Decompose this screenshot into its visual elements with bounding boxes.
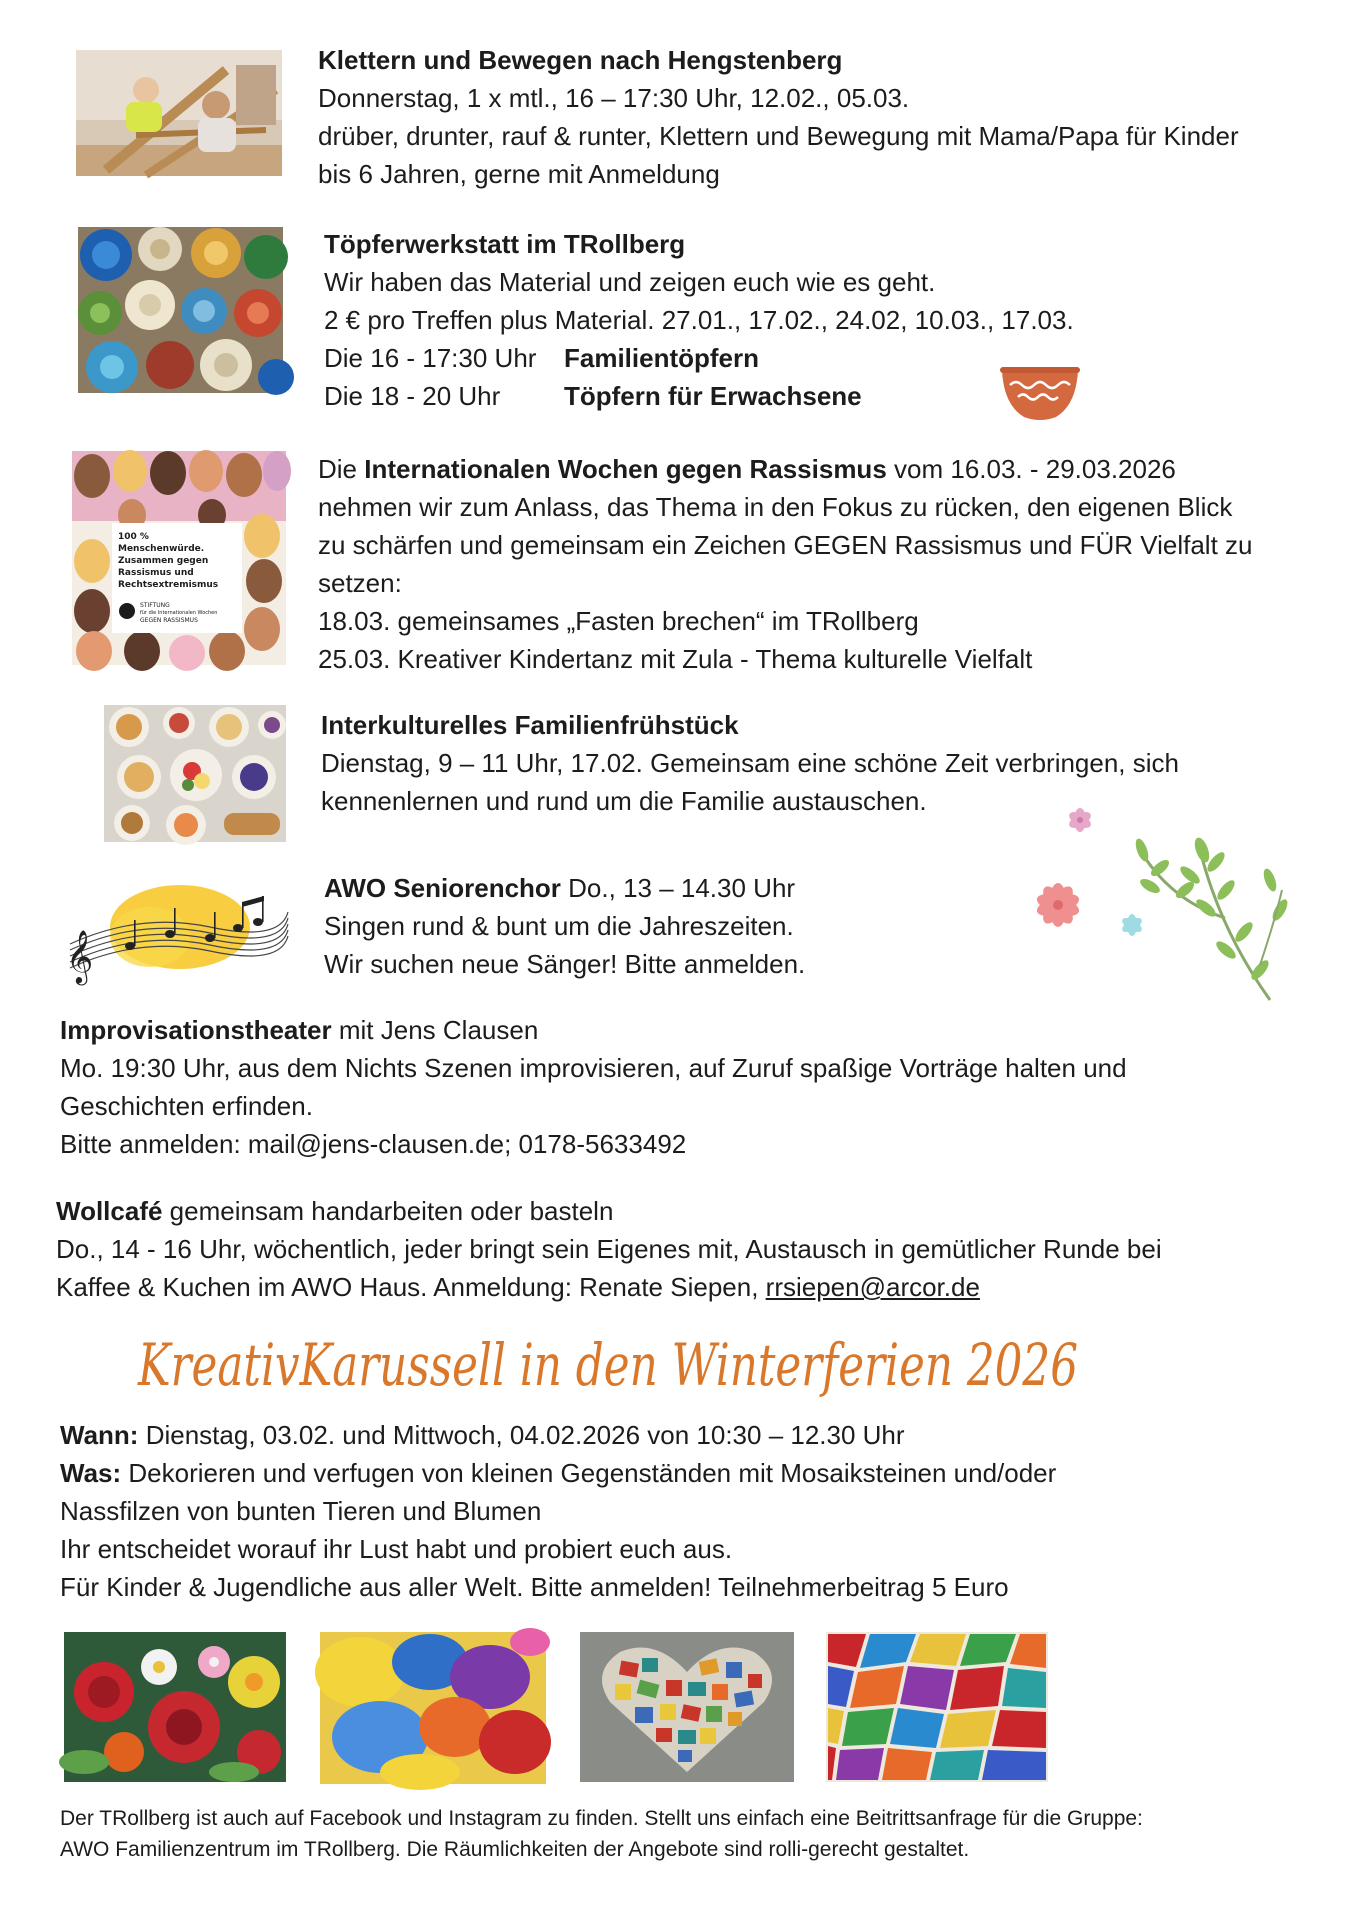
poster-text: 100 %	[118, 532, 149, 542]
rassismus-dates: vom 16.03. - 29.03.2026	[894, 454, 1176, 484]
rassismus-line: 18.03. gemeinsames „Fasten brechen“ im TRollberg	[318, 606, 919, 636]
poster-logo-text: GEGEN RASSISMUS	[140, 617, 198, 624]
poster-text: Menschenwürde.	[118, 544, 205, 554]
toepfer-time: Die 18 - 20 Uhr	[324, 381, 501, 411]
fruehstueck-line: Dienstag, 9 – 11 Uhr, 17.02. Gemeinsam eine schöne Zeit verbringen, sich	[321, 748, 1179, 778]
rassismus-line: 25.03. Kreativer Kindertanz mit Zula - Thema kulturelle Vielfalt	[318, 644, 1033, 674]
klettern-section	[318, 41, 1239, 193]
footer-line: AWO Familienzentrum im TRollberg. Die Räumlichkeiten der Angebote sind rolli-gerecht gestaltet.	[60, 1838, 970, 1861]
klettern-line: drüber, drunter, rauf & runter, Klettern und Bewegung mit Mama/Papa für Kinder	[318, 121, 1239, 151]
wollcafe-subtitle: gemeinsam handarbeiten oder basteln	[169, 1196, 614, 1226]
poster-text: Zusammen gegen	[118, 556, 209, 566]
wollcafe-section	[56, 1192, 1162, 1306]
theater-line: Bitte anmelden: mail@jens-clausen.de; 0178-5633492	[60, 1129, 687, 1159]
fruehstueck-title: Interkulturelles Familienfrühstück	[321, 710, 739, 740]
rassismus-section	[318, 450, 1253, 678]
karussell-line: Ihr entscheidet worauf ihr Lust habt und probiert euch aus.	[60, 1534, 733, 1564]
poster-logo-text: STIFTUNG	[140, 602, 170, 609]
fruehstueck-line: kennenlernen und rund um die Familie austauschen.	[321, 786, 927, 816]
poster-text: Rechtsextremismus	[118, 580, 219, 590]
wollcafe-line: Do., 14 - 16 Uhr, wöchentlich, jeder bringt sein Eigenes mit, Austausch in gemütlicher Runde bei	[56, 1234, 1162, 1264]
theater-title: Improvisationstheater	[60, 1015, 332, 1045]
toepfer-section	[324, 225, 1074, 415]
footer-line: Der TRollberg ist auch auf Facebook und Instagram zu finden. Stellt uns einfach eine Beitrittsanfrage für die Gruppe:	[60, 1807, 1143, 1830]
karussell-was: Dekorieren und verfugen von kleinen Gegenständen mit Mosaiksteinen und/oder	[128, 1458, 1057, 1488]
wollcafe-title: Wollcafé	[56, 1196, 163, 1226]
klettern-line: Donnerstag, 1 x mtl., 16 – 17:30 Uhr, 12.02., 05.03.	[318, 83, 910, 113]
karussell-wann: Dienstag, 03.02. und Mittwoch, 04.02.2026 von 10:30 – 12.30 Uhr	[145, 1420, 905, 1450]
rassismus-title: Internationalen Wochen gegen Rassismus	[364, 454, 887, 484]
music-notes-illustration	[60, 872, 290, 982]
rassismus-line: nehmen wir zum Anlass, das Thema in den Fokus zu rücken, den eigenen Blick	[318, 492, 1233, 522]
karussell-was-label: Was:	[60, 1458, 122, 1488]
karussell-title	[138, 1323, 1098, 1403]
toepfer-line: 2 € pro Treffen plus Material. 27.01., 17.02., 24.02, 10.03., 17.03.	[324, 305, 1074, 335]
pottery-bowl-icon	[1000, 365, 1080, 423]
chor-time: Do., 13 – 14.30 Uhr	[568, 873, 796, 903]
toepfer-line: Wir haben das Material und zeigen euch wie es geht.	[324, 267, 936, 297]
karussell-line: Nassfilzen von bunten Tieren und Blumen	[60, 1496, 542, 1526]
karussell-line: Für Kinder & Jugendliche aus aller Welt. Bitte anmelden! Teilnehmerbeitrag 5 Euro	[60, 1572, 1009, 1602]
breakfast-table-photo	[104, 705, 286, 842]
poster-text: Rassismus und	[118, 568, 194, 578]
rassismus-prefix: Die	[318, 454, 358, 484]
toepfer-label: Familientöpfern	[564, 343, 760, 373]
chor-line: Wir suchen neue Sänger! Bitte anmelden.	[324, 949, 806, 979]
karussell-title-text: KreativKarussell in den Winterferien 2026	[137, 1331, 1078, 1399]
wollcafe-email-link[interactable]: rrsiepen@arcor.de	[765, 1272, 980, 1302]
theater-line: Mo. 19:30 Uhr, aus dem Nichts Szenen improvisieren, auf Zuruf spaßige Vorträge halten und	[60, 1053, 1127, 1083]
wollcafe-line: Kaffee & Kuchen im AWO Haus. Anmeldung: Renate Siepen,	[56, 1272, 759, 1302]
felt-flowers-photo	[64, 1632, 286, 1782]
klettern-line: bis 6 Jahren, gerne mit Anmeldung	[318, 159, 720, 189]
poster-logo-text: für die Internationalen Wochen	[140, 610, 218, 616]
toepfer-time: Die 16 - 17:30 Uhr	[324, 343, 537, 373]
wool-fibers-photo	[320, 1632, 546, 1784]
rassismus-line: setzen:	[318, 568, 402, 598]
toepfer-title: Töpferwerkstatt im TRollberg	[324, 229, 686, 259]
flowers-branch-illustration	[1020, 790, 1300, 1010]
theater-line: Geschichten erfinden.	[60, 1091, 313, 1121]
mosaic-heart-photo	[580, 1632, 794, 1782]
karussell-wann-label: Wann:	[60, 1420, 139, 1450]
climbing-kids-photo	[76, 50, 282, 176]
karussell-section	[60, 1416, 1056, 1606]
footer	[60, 1803, 1143, 1865]
theater-section	[60, 1011, 1127, 1163]
svg-text:𝄞: 𝄞	[66, 929, 94, 983]
mosaic-glass-photo	[826, 1632, 1048, 1782]
chor-line: Singen rund & bunt um die Jahreszeiten.	[324, 911, 794, 941]
klettern-title: Klettern und Bewegen nach Hengstenberg	[318, 45, 843, 75]
chor-section	[324, 869, 805, 983]
toepfer-label: Töpfern für Erwachsene	[564, 381, 862, 411]
chor-title: AWO Seniorenchor	[324, 873, 561, 903]
ceramic-bowls-photo	[78, 227, 283, 393]
anti-racism-poster	[72, 451, 286, 665]
theater-subtitle: mit Jens Clausen	[338, 1015, 539, 1045]
rassismus-line: zu schärfen und gemeinsam ein Zeichen GEGEN Rassismus und FÜR Vielfalt zu	[318, 530, 1253, 560]
